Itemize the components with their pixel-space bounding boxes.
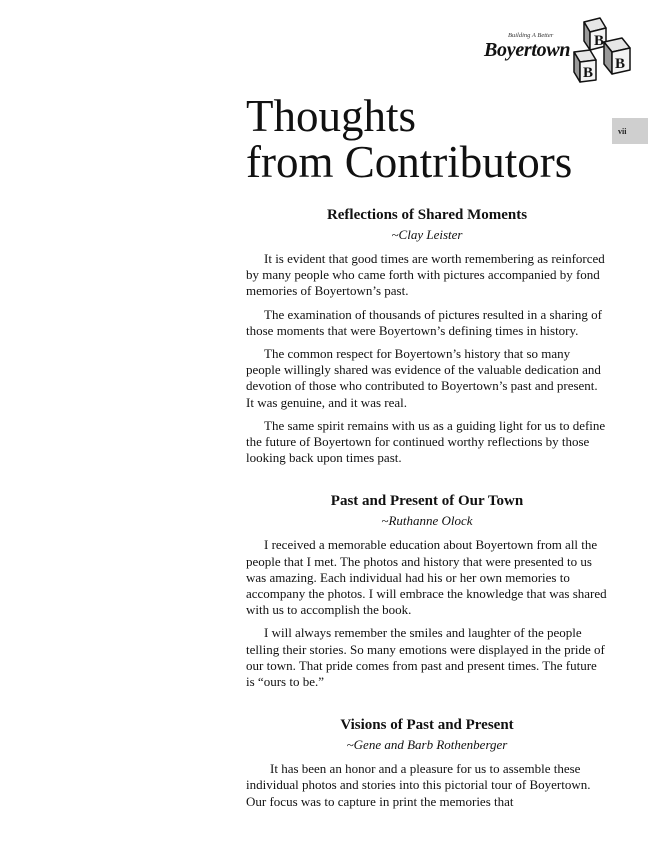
paragraph: The same spirit remains with us as a guiding light for us to define the future of Boyertown for continued worthy reflections by those looking back upon times past. — [246, 417, 606, 466]
contributor-thoughts — [246, 206, 608, 836]
page-title-line: from Contributors — [246, 137, 573, 187]
paragraph: It has been an honor and a pleasure for us to assemble these individual photos and stories into this pictorial tour of Boyertown. Our focus was to capture in print the memories that — [246, 761, 591, 809]
paragraph: The examination of thousands of pictures resulted in a sharing of those moments that were Boyertown’s defining times in history. — [246, 306, 602, 338]
logo-name: Boyertown — [484, 39, 571, 61]
section-byline: ~Gene and Barb Rothenberger — [346, 737, 508, 753]
logo-block-letter: B — [615, 56, 626, 72]
page-title-line: Thoughts — [246, 91, 417, 141]
logo-block-letter: B — [583, 65, 594, 81]
logo-block-letter: B — [594, 33, 605, 49]
page-title — [246, 93, 612, 185]
section-title: Reflections of Shared Moments — [326, 207, 528, 223]
logo-tagline: Building A Better — [508, 32, 554, 39]
paragraph: I received a memorable education about Boyertown from all the people that I met. The photos and history that were presented to us was amazing. Each individual had his or her own memories to accompany the photos. I will embrace the knowledge that was shared with us to accomplish the book. — [246, 537, 607, 618]
section-byline: ~Clay Leister — [391, 227, 463, 242]
section-title: Past and Present of Our Town — [330, 493, 524, 510]
page-number: vii — [618, 126, 627, 136]
contributor-section — [246, 492, 608, 690]
section-byline: ~Ruthanne Olock — [381, 513, 473, 529]
paragraph: It is evident that good times are worth remembering as reinforced by many people who came forth with pictures accompanied by fond memories of Boyertown’s past. — [246, 251, 605, 299]
paragraph: The common respect for Boyertown’s history that so many people willingly shared was evidence of the valuable dedication and devotion of those who contributed to Boyertown’s past and present. It was genuine, and it was real. — [246, 346, 601, 410]
page-number-tab — [612, 118, 648, 144]
alphabet-blocks-icon — [570, 16, 636, 86]
contributor-section — [246, 716, 608, 810]
contributor-section — [246, 206, 608, 466]
paragraph: I will always remember the smiles and laughter of the people telling their stories. So many emotions were displayed in the pride of our town. That pride comes from past and present times. The future is “ours to be.” — [246, 625, 605, 690]
section-title: Visions of Past and Present — [340, 717, 514, 734]
building-a-better-boyertown-logo — [478, 16, 636, 86]
